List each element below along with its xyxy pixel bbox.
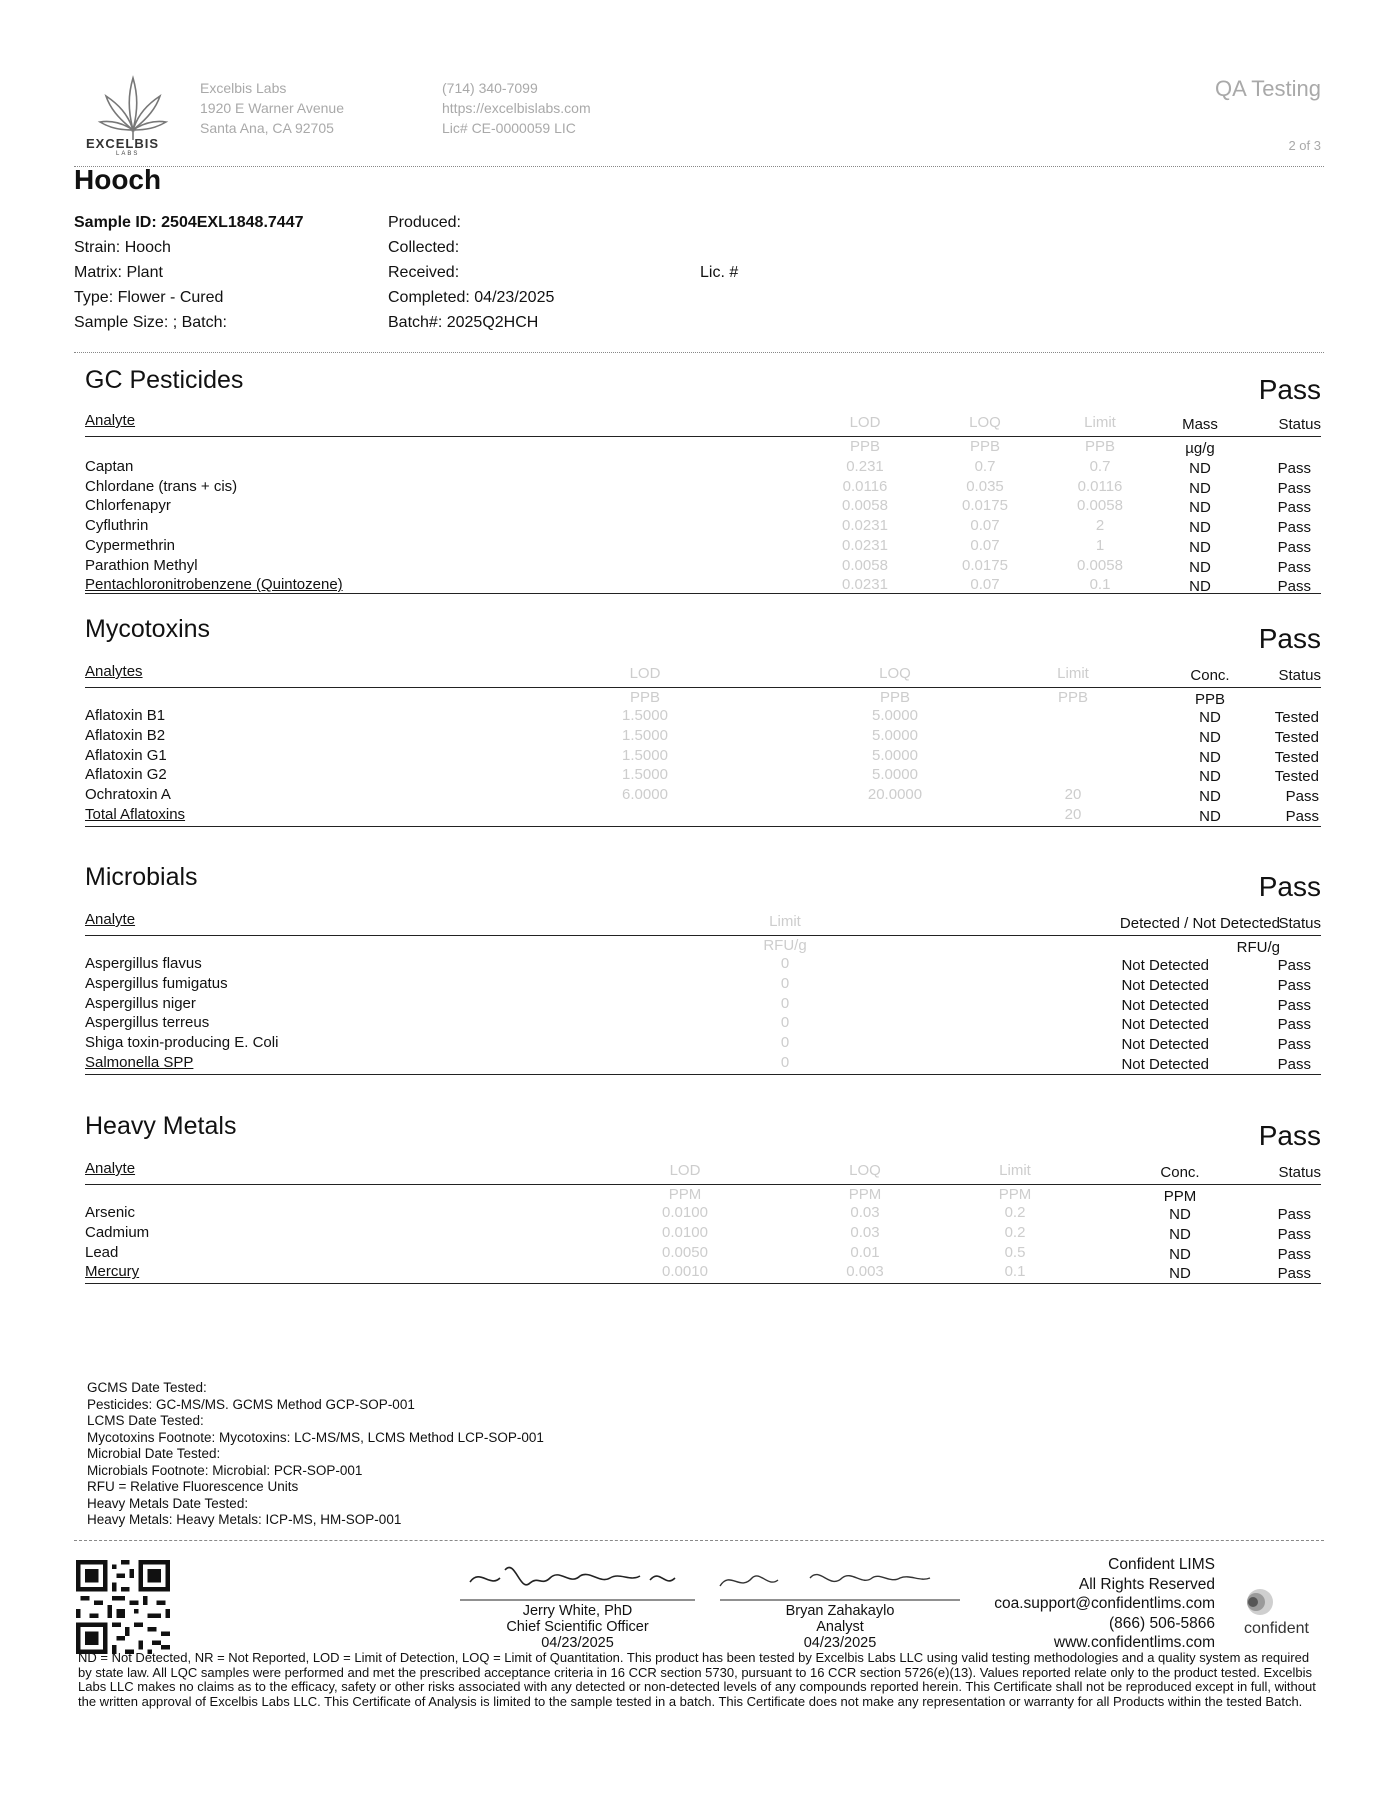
- lab-name: Excelbis Labs: [200, 80, 287, 96]
- loq-value: 5.0000: [872, 726, 918, 744]
- lod-value: 0.0231: [842, 536, 888, 554]
- section-result: Pass: [1258, 623, 1321, 654]
- col-header-detected: Detected / Not Detected: [1119, 915, 1280, 932]
- signer-name: Jerry White, PhD: [522, 1603, 633, 1619]
- lod-value: 0.0058: [842, 497, 888, 515]
- status-value: Pass: [1277, 460, 1311, 477]
- unit-lod: PPB: [629, 689, 660, 706]
- loq-value: 20.0000: [867, 786, 923, 804]
- confident-logo-icon: [1240, 1585, 1280, 1619]
- col-header-analyte: Analyte: [85, 412, 136, 429]
- table-row: [85, 557, 1321, 577]
- table-row: [85, 707, 1321, 727]
- analyte-name: Cypermethrin: [85, 536, 176, 554]
- conc-value: ND: [1169, 1265, 1191, 1283]
- col-header-loq: LOQ: [849, 1162, 881, 1179]
- table-row: [85, 1244, 1321, 1264]
- analyte-name: Ochratoxin A: [85, 786, 171, 804]
- loq-value: 0.003: [846, 1263, 884, 1281]
- detected-value: Not Detected: [1121, 976, 1209, 994]
- limit-value: 0: [780, 994, 790, 1012]
- conc-value: ND: [1199, 748, 1221, 766]
- status-value: Pass: [1277, 538, 1311, 556]
- conc-value: ND: [1199, 709, 1221, 726]
- footnote-line: Mycotoxins Footnote: Mycotoxins: LC-MS/MS, LCMS Method LCP-SOP-001: [87, 1429, 544, 1445]
- conc-value: ND: [1169, 1206, 1191, 1223]
- limit-value: 0.2: [1004, 1223, 1026, 1241]
- header-rule: [85, 436, 1321, 437]
- status-value: Pass: [1285, 808, 1319, 825]
- footnote-divider: [74, 1540, 1324, 1541]
- limit-value: 20: [1064, 786, 1082, 804]
- conc-value: ND: [1199, 728, 1221, 746]
- section-title: Microbials: [85, 863, 198, 891]
- section-result: Pass: [1258, 1120, 1321, 1151]
- footnote-line: Heavy Metals Date Tested:: [87, 1495, 249, 1511]
- table-row: [85, 747, 1321, 767]
- col-header-mass: Mass: [1182, 416, 1218, 433]
- col-header-status: Status: [1278, 1164, 1321, 1181]
- sample-meta-right: [388, 210, 554, 335]
- detected-value: Not Detected: [1121, 996, 1209, 1014]
- status-value: Pass: [1277, 578, 1311, 596]
- signer-title: Chief Scientific Officer: [506, 1619, 649, 1635]
- table-row: [85, 806, 1321, 826]
- meta-matrix: Matrix: Plant: [74, 264, 163, 281]
- table-row: [85, 517, 1321, 537]
- mass-value: ND: [1189, 519, 1211, 537]
- mycotoxins-section: [85, 615, 1321, 830]
- loq-value: 0.03: [850, 1204, 880, 1221]
- lab-contact-block: [442, 78, 591, 138]
- meta-received: Received:: [388, 264, 460, 281]
- table-row: [85, 458, 1321, 478]
- footer-rule: [85, 1283, 1321, 1284]
- limit-value: 0.7: [1089, 458, 1111, 475]
- signer-date: 04/23/2025: [541, 1635, 614, 1651]
- conc-value: ND: [1169, 1245, 1191, 1263]
- col-header-lod: LOD: [629, 665, 661, 682]
- footer-rule: [85, 826, 1321, 827]
- unit-limit: PPM: [998, 1186, 1032, 1203]
- signature-jerry-white: [460, 1603, 695, 1651]
- loq-value: 0.07: [970, 517, 1000, 535]
- lod-value: 0.0100: [662, 1204, 708, 1221]
- loq-value: 0.7: [974, 458, 996, 475]
- section-title: Heavy Metals: [85, 1112, 237, 1140]
- limit-value: 0.1: [1004, 1263, 1026, 1281]
- lod-value: 0.0100: [662, 1223, 708, 1241]
- meta-batch: Batch#: 2025Q2HCH: [388, 314, 539, 331]
- status-value: Pass: [1277, 1036, 1311, 1054]
- col-header-limit: Limit: [1084, 414, 1116, 431]
- lod-value: 0.0231: [842, 576, 888, 594]
- meta-produced: Produced:: [388, 214, 461, 231]
- footnote-line: Microbial Date Tested:: [87, 1446, 221, 1461]
- section-title: GC Pesticides: [85, 366, 244, 394]
- limit-value: 0.0058: [1077, 497, 1123, 515]
- table-row: [85, 1054, 1321, 1074]
- status-value: Tested: [1274, 748, 1319, 766]
- analyte-name: Shiga toxin-producing E. Coli: [85, 1034, 279, 1052]
- meta-license: Lic. #: [700, 264, 739, 281]
- meta-sample-id: Sample ID: 2504EXL1848.7447: [74, 214, 304, 231]
- detected-value: Not Detected: [1121, 1056, 1209, 1073]
- conc-value: ND: [1199, 788, 1221, 806]
- col-header-lod: LOD: [849, 414, 881, 431]
- conc-value: ND: [1199, 808, 1221, 825]
- limit-value: 0.2: [1004, 1204, 1026, 1221]
- limit-value: 0: [780, 974, 790, 992]
- limit-value: 0.1: [1089, 576, 1111, 594]
- method-footnotes: [87, 1380, 544, 1529]
- analyte-name: Mercury: [85, 1263, 140, 1281]
- loq-value: 0.0175: [962, 556, 1008, 574]
- col-header-lod: LOD: [669, 1162, 701, 1179]
- sample-meta-left: [74, 210, 303, 335]
- lab-url[interactable]: https://excelbislabs.com: [442, 100, 591, 116]
- status-value: Pass: [1277, 976, 1311, 994]
- mass-value: ND: [1189, 558, 1211, 576]
- status-value: Pass: [1277, 479, 1311, 497]
- loq-value: 5.0000: [872, 746, 918, 764]
- col-header-limit: Limit: [769, 913, 801, 930]
- lod-value: 1.5000: [622, 707, 668, 724]
- limit-value: 0: [780, 955, 790, 972]
- lod-value: 1.5000: [622, 746, 668, 764]
- analyte-name: Captan: [85, 458, 134, 475]
- signature-bryan-zahakaylo: [720, 1603, 960, 1651]
- page-number: 2 of 3: [1288, 138, 1321, 153]
- logo-subtext: LABS: [116, 151, 140, 157]
- product-title: Hooch: [74, 164, 162, 195]
- meta-strain: Strain: Hooch: [74, 239, 171, 256]
- lims-email[interactable]: coa.support@confidentlims.com: [994, 1595, 1215, 1612]
- analyte-name: Arsenic: [85, 1204, 136, 1221]
- lims-info: [994, 1555, 1215, 1653]
- lims-url[interactable]: www.confidentlims.com: [1053, 1634, 1215, 1651]
- col-header-analytes: Analytes: [85, 663, 143, 680]
- col-header-loq: LOQ: [879, 665, 911, 682]
- status-value: Pass: [1277, 1265, 1311, 1283]
- unit-limit: RFU/g: [763, 937, 807, 954]
- conc-value: ND: [1199, 768, 1221, 786]
- gc-pesticides-section: [85, 366, 1321, 596]
- footnote-line: Heavy Metals: Heavy Metals: ICP-MS, HM-SOP-001: [87, 1512, 402, 1527]
- status-value: Pass: [1277, 1245, 1311, 1263]
- table-row: [85, 1263, 1321, 1283]
- unit-loq: PPB: [969, 438, 1000, 455]
- loq-value: 0.07: [970, 576, 1000, 594]
- footnote-line: GCMS Date Tested:: [87, 1380, 207, 1395]
- unit-lod: PPM: [668, 1186, 702, 1203]
- table-row: [85, 786, 1321, 806]
- status-value: Pass: [1277, 1056, 1311, 1073]
- table-row: [85, 766, 1321, 786]
- analyte-name: Aspergillus niger: [85, 994, 196, 1012]
- limit-value: 20: [1064, 806, 1082, 823]
- unit-lod: PPB: [849, 438, 880, 455]
- unit-limit: PPB: [1084, 438, 1115, 455]
- signer-name: Bryan Zahakaylo: [785, 1603, 895, 1619]
- table-row: [85, 1034, 1321, 1054]
- table-row: [85, 1014, 1321, 1034]
- signature-graphics: [460, 1548, 980, 1604]
- analyte-name: Aflatoxin B1: [85, 707, 166, 724]
- lod-value: 6.0000: [622, 786, 668, 804]
- col-header-status: Status: [1278, 667, 1321, 684]
- detected-value: Not Detected: [1121, 1016, 1209, 1034]
- qa-testing-label: QA Testing: [1215, 76, 1321, 101]
- section-result: Pass: [1258, 374, 1321, 405]
- meta-divider: [74, 352, 1324, 353]
- status-value: Pass: [1277, 1206, 1311, 1223]
- status-value: Pass: [1277, 1016, 1311, 1034]
- table-row: [85, 975, 1321, 995]
- header-rule: [85, 687, 1321, 688]
- table-row: [85, 497, 1321, 517]
- status-value: Pass: [1277, 1225, 1311, 1243]
- footnote-line: LCMS Date Tested:: [87, 1413, 204, 1428]
- table-row: [85, 955, 1321, 975]
- status-value: Pass: [1277, 996, 1311, 1014]
- signer-date: 04/23/2025: [803, 1635, 877, 1651]
- analyte-name: Total Aflatoxins: [85, 806, 186, 823]
- meta-sample-size: Sample Size: ; Batch:: [74, 314, 227, 331]
- analyte-name: Chlorfenapyr: [85, 497, 171, 515]
- loq-value: 0.01: [850, 1243, 880, 1261]
- col-header-limit: Limit: [1057, 665, 1089, 682]
- header-rule: [85, 1184, 1321, 1185]
- table-row: [85, 1204, 1321, 1224]
- lab-phone: (714) 340-7099: [442, 80, 538, 96]
- analyte-name: Parathion Methyl: [85, 556, 198, 574]
- table-row: [85, 727, 1321, 747]
- lims-phone: (866) 506-5866: [1109, 1614, 1215, 1632]
- lims-line2: All Rights Reserved: [1078, 1575, 1215, 1593]
- footnote-line: Pesticides: GC-MS/MS. GCMS Method GCP-SOP-001: [87, 1396, 415, 1412]
- mass-value: ND: [1189, 578, 1211, 596]
- lab-license: Lic# CE-0000059 LIC: [442, 120, 576, 136]
- status-value: Tested: [1274, 728, 1319, 746]
- status-value: Tested: [1274, 709, 1319, 726]
- lod-value: 0.0116: [842, 477, 888, 495]
- table-row: [85, 995, 1321, 1015]
- unit-mass: µg/g: [1185, 440, 1215, 457]
- unit-loq: PPM: [848, 1186, 882, 1203]
- analyte-name: Cyfluthrin: [85, 517, 149, 535]
- limit-value: 0: [780, 1014, 790, 1032]
- unit-loq: PPB: [879, 689, 910, 706]
- lab-address-line2: Santa Ana, CA 92705: [200, 120, 334, 136]
- analyte-name: Cadmium: [85, 1223, 150, 1241]
- logo-text: EXCELBIS: [86, 136, 160, 151]
- lab-address-line1: 1920 E Warner Avenue: [200, 100, 344, 116]
- status-value: Pass: [1277, 558, 1311, 576]
- col-header-analyte: Analyte: [85, 911, 136, 928]
- heavy-metals-section: [85, 1112, 1321, 1292]
- col-header-analyte: Analyte: [85, 1160, 136, 1177]
- lims-line1: Confident LIMS: [1108, 1556, 1215, 1573]
- table-row: [85, 1224, 1321, 1244]
- unit-conc: PPB: [1194, 691, 1225, 708]
- lod-value: 1.5000: [622, 766, 668, 784]
- loq-value: 0.07: [970, 536, 1000, 554]
- analyte-name: Pentachloronitrobenzene (Quintozene): [85, 576, 343, 594]
- col-header-limit: Limit: [999, 1162, 1031, 1179]
- status-value: Pass: [1277, 957, 1311, 974]
- loq-value: 5.0000: [872, 707, 918, 724]
- qr-code-icon[interactable]: [76, 1560, 170, 1654]
- lab-address-block: [200, 78, 344, 138]
- signer-title: Analyst: [816, 1619, 864, 1635]
- detected-value: Not Detected: [1121, 1036, 1209, 1054]
- analyte-name: Lead: [85, 1243, 119, 1261]
- lod-value: 0.0050: [662, 1243, 708, 1261]
- section-title: Mycotoxins: [85, 615, 211, 643]
- status-value: Tested: [1274, 768, 1319, 786]
- lod-value: 0.0231: [842, 517, 888, 535]
- footer-rule: [85, 593, 1321, 594]
- limit-value: 0: [780, 1054, 790, 1071]
- analyte-name: Aspergillus fumigatus: [85, 974, 228, 992]
- status-value: Pass: [1285, 788, 1319, 806]
- mass-value: ND: [1189, 499, 1211, 517]
- analyte-name: Aflatoxin G2: [85, 766, 167, 784]
- limit-value: 0.5: [1004, 1243, 1026, 1261]
- limit-value: 2: [1095, 517, 1105, 535]
- disclaimer-text: ND = Not Detected, NR = Not Reported, LOD = Limit of Detection, LOQ = Limit of Quantitation. This product has been tested by Excelbis Labs LLC using valid testing methodologies and a quality system as required by state law. All LQC samples were performed and met the prescribed acceptance criteria in 16 CCR section 5730, pursuant to 16 CCR section 5726(e)(13). Values reported relate only to the product tested. Excelbis Labs LLC makes no claims as to the efficacy, safety or other risks associated with any detected or non-detected levels of any compounds reported herein. This Certificate shall not be reproduced except in full, without the written approval of Excelbis Labs LLC. This Certificate of Analysis is limited to the sample tested in a batch. This Certificate does not make any representation or warranty for all Products within the tested Batch.: [78, 1650, 1316, 1709]
- mass-value: ND: [1189, 460, 1211, 477]
- limit-value: 0.0116: [1077, 477, 1123, 495]
- limit-value: 0.0058: [1077, 556, 1123, 574]
- footer-rule: [85, 1074, 1321, 1075]
- lod-value: 0.0058: [842, 556, 888, 574]
- unit-conc: PPM: [1163, 1188, 1197, 1205]
- mass-value: ND: [1189, 479, 1211, 497]
- status-value: Pass: [1277, 519, 1311, 537]
- col-header-loq: LOQ: [969, 414, 1001, 431]
- unit-limit: PPB: [1057, 689, 1088, 706]
- loq-value: 0.035: [966, 477, 1004, 495]
- limit-value: 0: [780, 1034, 790, 1052]
- lod-value: 0.0010: [662, 1263, 708, 1281]
- analyte-name: Aflatoxin B2: [85, 726, 166, 744]
- confident-brand-text: confident: [1244, 1620, 1309, 1637]
- microbials-section: [85, 863, 1321, 1078]
- status-value: Pass: [1277, 499, 1311, 517]
- lod-value: 1.5000: [622, 726, 668, 744]
- analyte-name: Salmonella SPP: [85, 1054, 194, 1071]
- col-header-status: Status: [1278, 416, 1321, 433]
- meta-collected: Collected:: [388, 239, 460, 256]
- lod-value: 0.231: [846, 458, 884, 475]
- footnote-line: Microbials Footnote: Microbial: PCR-SOP-001: [87, 1462, 363, 1478]
- analyte-name: Aflatoxin G1: [85, 746, 167, 764]
- loq-value: 0.03: [850, 1223, 880, 1241]
- analyte-name: Chlordane (trans + cis): [85, 477, 238, 495]
- mass-value: ND: [1189, 538, 1211, 556]
- limit-value: 1: [1095, 536, 1105, 554]
- col-header-status: Status: [1278, 915, 1321, 932]
- header-rule: [85, 935, 1321, 936]
- loq-value: 5.0000: [872, 766, 918, 784]
- col-header-conc: Conc.: [1190, 667, 1230, 684]
- meta-completed: Completed: 04/23/2025: [388, 289, 555, 306]
- header-divider: [74, 166, 1324, 167]
- col-header-conc: Conc.: [1160, 1164, 1200, 1181]
- table-row: [85, 537, 1321, 557]
- analyte-name: Aspergillus flavus: [85, 955, 202, 972]
- detected-value: Not Detected: [1121, 957, 1209, 974]
- section-result: Pass: [1258, 871, 1321, 902]
- conc-value: ND: [1169, 1225, 1191, 1243]
- loq-value: 0.0175: [962, 497, 1008, 515]
- table-row: [85, 478, 1321, 498]
- unit-detected: RFU/g: [1236, 939, 1280, 956]
- meta-type: Type: Flower - Cured: [74, 289, 224, 306]
- analyte-name: Aspergillus terreus: [85, 1014, 210, 1032]
- footnote-line: RFU = Relative Fluorescence Units: [87, 1479, 299, 1494]
